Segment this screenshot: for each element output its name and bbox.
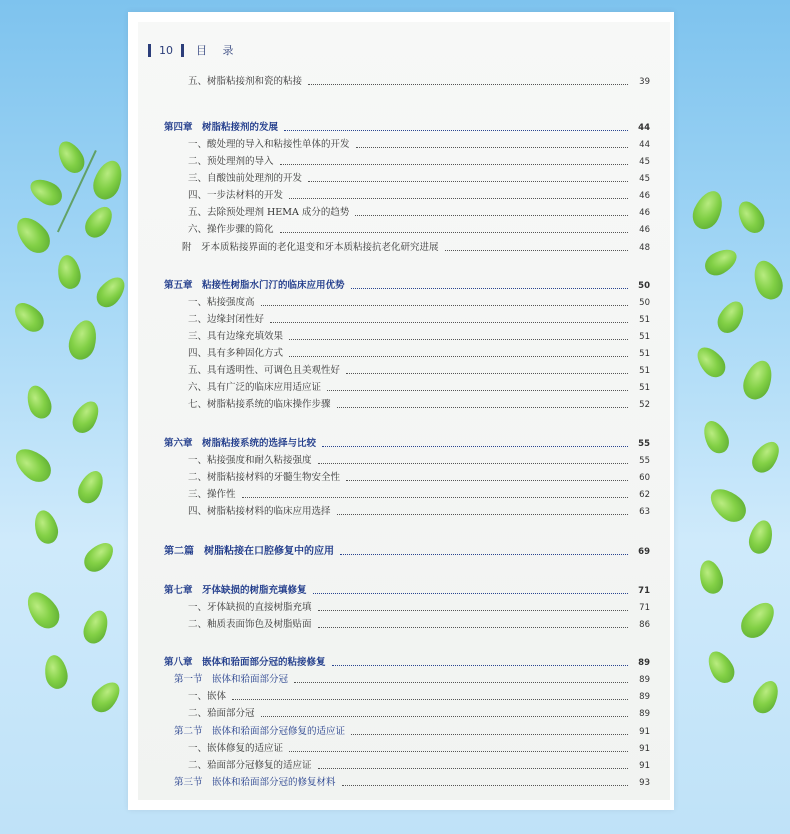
toc-leader-dots — [346, 480, 628, 481]
toc-entry-label: 第五章 粘接性树脂水门汀的临床应用优势 — [164, 280, 345, 291]
toc-page-number: 86 — [639, 620, 650, 630]
toc-leader-dots — [308, 181, 628, 182]
toc-leader-dots — [289, 339, 628, 340]
toc-leader-dots — [351, 734, 628, 735]
toc-entry-label: 二、边缘封闭性好 — [188, 314, 265, 325]
toc-entry-label: 五、去除预处理剂 HEMA 成分的趋势 — [188, 207, 350, 218]
toc-chapter — [138, 655, 670, 671]
toc-entry — [138, 295, 670, 311]
toc-page-number: 69 — [638, 547, 650, 557]
toc-entry-label: 第一节 嵌体和𬌗面部分冠 — [174, 674, 289, 685]
toc-entry-label: 四、树脂粘接材料的临床应用选择 — [188, 506, 331, 517]
toc-entry — [138, 312, 670, 328]
toc-section — [138, 672, 670, 688]
toc-entry-label: 第四章 树脂粘接剂的发展 — [164, 122, 279, 133]
toc-leader-dots — [270, 322, 628, 323]
toc-leader-dots — [289, 356, 628, 357]
toc-leader-dots — [346, 373, 628, 374]
toc-page-number: 89 — [639, 675, 650, 685]
toc-entry-label: 一、牙体缺损的直接树脂充填 — [188, 602, 312, 613]
toc-leader-dots — [340, 554, 628, 555]
toc-leader-dots — [232, 699, 628, 700]
toc-entry-label: 一、嵌体修复的适应证 — [188, 743, 284, 754]
toc-page-number: 45 — [639, 157, 650, 167]
toc-entry — [138, 504, 670, 520]
toc-entry — [138, 154, 670, 170]
toc-chapter — [138, 278, 670, 294]
toc-entry — [138, 470, 670, 486]
toc-page-number: 93 — [639, 778, 650, 788]
toc-page-number: 51 — [639, 383, 650, 393]
toc-leader-dots — [318, 627, 628, 628]
toc-entry — [138, 74, 670, 90]
toc-page-number: 51 — [639, 315, 650, 325]
toc-page-number: 91 — [639, 727, 650, 737]
toc-leader-dots — [280, 164, 628, 165]
page-number: 10 — [159, 43, 173, 57]
toc-entry-label: 第三节 嵌体和𬌗面部分冠的修复材料 — [174, 777, 336, 788]
toc-leader-dots — [289, 751, 628, 752]
toc-leader-dots — [284, 130, 628, 131]
toc-entry-label: 一、嵌体 — [188, 691, 227, 702]
toc-entry-label: 三、自酸蚀前处理剂的开发 — [188, 173, 303, 184]
toc-page-number: 50 — [638, 281, 650, 291]
toc-entry — [138, 706, 670, 722]
toc-entry — [138, 329, 670, 345]
toc-leader-dots — [355, 215, 628, 216]
toc-page-number: 71 — [639, 603, 650, 613]
toc-page-number: 50 — [639, 298, 650, 308]
toc-entry — [138, 171, 670, 187]
toc-page-number: 89 — [638, 658, 650, 668]
toc-entry — [138, 741, 670, 757]
toc-page-number: 39 — [639, 77, 650, 87]
toc-entry-label: 三、操作性 — [188, 489, 236, 500]
toc-chapter — [138, 583, 670, 599]
toc-entry-label: 一、酸处理的导入和粘接性单体的开发 — [188, 139, 350, 150]
toc-entry-label: 一、粘接强度和耐久粘接强度 — [188, 455, 312, 466]
toc-leader-dots — [313, 593, 628, 594]
toc-page-number: 91 — [639, 744, 650, 754]
toc-entry-label: 四、一步法材料的开发 — [188, 190, 284, 201]
toc-leader-dots — [332, 665, 628, 666]
toc-page-number: 48 — [639, 243, 650, 253]
toc-entry — [138, 137, 670, 153]
toc-section — [138, 775, 670, 791]
toc-entry-label: 七、树脂粘接系统的临床操作步骤 — [188, 399, 331, 410]
toc-page-number: 46 — [639, 225, 650, 235]
toc-page-number: 44 — [638, 123, 650, 133]
toc-entry-label: 第二节 嵌体和𬌗面部分冠修复的适应证 — [174, 726, 346, 737]
toc-page-number: 51 — [639, 366, 650, 376]
toc-page-number: 62 — [639, 490, 650, 500]
toc-entry — [138, 487, 670, 503]
toc-page-number: 89 — [639, 709, 650, 719]
toc-entry-label: 六、操作步骤的简化 — [188, 224, 274, 235]
toc-page-number: 71 — [638, 586, 650, 596]
toc-page-number: 46 — [639, 208, 650, 218]
toc-part — [138, 544, 670, 560]
toc-entry-label: 第七章 牙体缺损的树脂充填修复 — [164, 585, 307, 596]
toc-entry-label: 二、𬌗面部分冠 — [188, 708, 255, 719]
toc-entry-label: 二、树脂粘接材料的牙髓生物安全性 — [188, 472, 341, 483]
toc-leader-dots — [261, 305, 628, 306]
toc-entry-label: 六、具有广泛的临床应用适应证 — [188, 382, 322, 393]
book-page — [138, 22, 670, 800]
toc-page-number: 55 — [639, 456, 650, 466]
toc-leader-dots — [318, 768, 628, 769]
toc-chapter — [138, 120, 670, 136]
toc-page-number: 91 — [639, 761, 650, 771]
toc-page-number: 51 — [639, 349, 650, 359]
toc-leader-dots — [337, 407, 628, 408]
toc-leader-dots — [318, 463, 628, 464]
toc-entry — [138, 397, 670, 413]
toc-entry — [138, 205, 670, 221]
toc-leader-dots — [318, 610, 628, 611]
toc-entry — [138, 600, 670, 616]
toc-leader-dots — [308, 84, 628, 85]
toc-chapter — [138, 436, 670, 452]
toc-page-number: 89 — [639, 692, 650, 702]
toc-page-number: 51 — [639, 332, 650, 342]
toc-entry — [138, 240, 670, 256]
table-of-contents — [138, 22, 670, 800]
toc-page-number: 52 — [639, 400, 650, 410]
toc-page-number: 55 — [638, 439, 650, 449]
toc-leader-dots — [356, 147, 628, 148]
toc-entry-label: 五、具有透明性、可调色且美观性好 — [188, 365, 341, 376]
toc-entry — [138, 758, 670, 774]
toc-page-number: 60 — [639, 473, 650, 483]
toc-entry — [138, 363, 670, 379]
toc-leader-dots — [280, 232, 628, 233]
toc-leader-dots — [261, 716, 628, 717]
toc-entry-label: 五、树脂粘接剂和瓷的粘接 — [188, 76, 303, 87]
toc-leader-dots — [294, 682, 628, 683]
toc-entry-label: 第八章 嵌体和𬌗面部分冠的粘接修复 — [164, 657, 326, 668]
toc-leader-dots — [322, 446, 628, 447]
toc-entry-label: 三、具有边缘充填效果 — [188, 331, 284, 342]
toc-entry-label: 第六章 树脂粘接系统的选择与比较 — [164, 438, 317, 449]
toc-section — [138, 724, 670, 740]
page-title: 目 录 — [196, 44, 240, 57]
toc-entry-label: 二、釉质表面饰色及树脂贴面 — [188, 619, 312, 630]
toc-leader-dots — [242, 497, 628, 498]
toc-entry — [138, 346, 670, 362]
toc-entry — [138, 188, 670, 204]
toc-page-number: 44 — [639, 140, 650, 150]
toc-entry-label: 第二篇 树脂粘接在口腔修复中的应用 — [164, 546, 334, 557]
toc-entry-label: 二、𬌗面部分冠修复的适应证 — [188, 760, 312, 771]
toc-page-number: 46 — [639, 191, 650, 201]
toc-entry-label: 一、粘接强度高 — [188, 297, 255, 308]
toc-page-number: 63 — [639, 507, 650, 517]
toc-entry — [138, 617, 670, 633]
toc-leader-dots — [327, 390, 628, 391]
toc-entry-label: 二、预处理剂的导入 — [188, 156, 274, 167]
toc-leader-dots — [351, 288, 628, 289]
toc-entry-label: 四、具有多种固化方式 — [188, 348, 284, 359]
toc-entry — [138, 689, 670, 705]
toc-leader-dots — [289, 198, 628, 199]
toc-entry — [138, 453, 670, 469]
toc-leader-dots — [445, 250, 628, 251]
toc-entry — [138, 380, 670, 396]
toc-leader-dots — [342, 785, 628, 786]
toc-entry — [138, 222, 670, 238]
toc-page-number: 45 — [639, 174, 650, 184]
toc-entry-label: 附 牙本质粘接界面的老化退变和牙本质粘接抗老化研究进展 — [182, 242, 439, 253]
toc-leader-dots — [337, 514, 628, 515]
